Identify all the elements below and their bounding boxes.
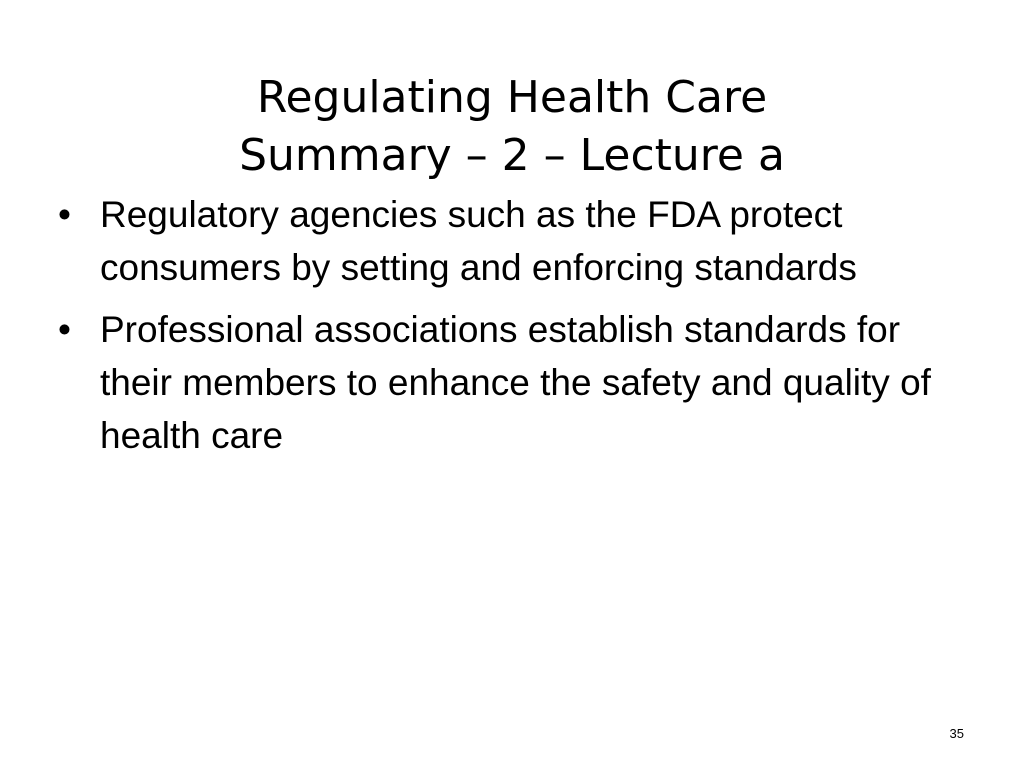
bullet-dot-icon: • bbox=[58, 194, 71, 235]
bullet-item-2 bbox=[58, 303, 958, 462]
bullet-item-1 bbox=[58, 188, 958, 294]
slide-title-line-1: Regulating Health Care bbox=[256, 72, 768, 124]
bullet-list bbox=[58, 188, 958, 471]
bullet-text-2: Professional associations establish standards for their members to enhance the safety and quality of health care bbox=[100, 309, 931, 456]
slide-title bbox=[60, 69, 964, 185]
page-number: 35 bbox=[949, 726, 964, 741]
slide-title-line-2: Summary – 2 – Lecture a bbox=[239, 130, 785, 182]
bullet-text-1: Regulatory agencies such as the FDA protect consumers by setting and enforcing standards bbox=[100, 194, 857, 288]
bullet-dot-icon: • bbox=[58, 309, 71, 350]
